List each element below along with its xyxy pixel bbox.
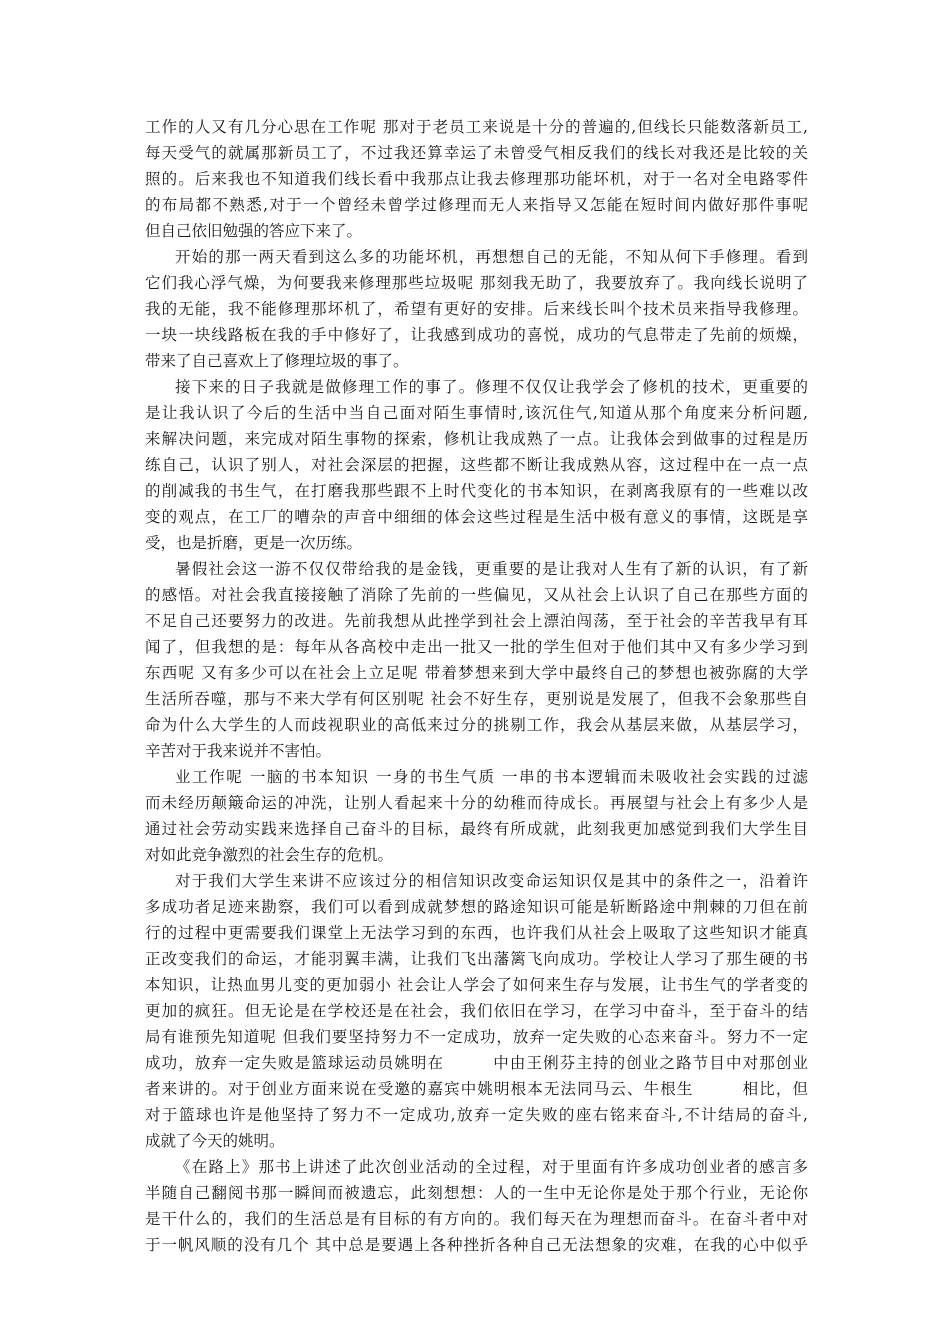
text-line: [145, 1050, 808, 1076]
text-line: 的削减我的书生气，在打磨我那些跟不上时代变化的书本知识，在剥离我原有的一些难以改: [145, 482, 808, 500]
paragraph-first-line: 开始的那一两天看到这么多的功能坏机，再想想自己的无能，不知从何下手修理。看到: [175, 248, 808, 266]
paragraph-first-line: 《在路上》那书上讲述了此次创业活动的全过程，对于里面有许多成功创业者的感言多: [175, 1158, 808, 1176]
text-line: 带来了自己喜欢上了修理垃圾的事了。: [145, 352, 409, 370]
text-line: 而未经历颠簸命运的冲洗，让别人看起来十分的幼稚而待成长。再展望与社会上有多少人是: [145, 794, 808, 812]
text-line: 半随自己翻阅书那一瞬间而被遗忘，此刻想想：人的一生中无论你是处于那个行业，无论你: [145, 1184, 808, 1202]
text-line: 工作的人又有几分心思在工作呢 那对于老员工来说是十分的普遍的,但线长只能数落新员工,: [145, 118, 808, 136]
text-segment: 者来讲的。对于创业方面来说在受邀的嘉宾中姚明根本无法同马云、牛根生: [145, 1080, 694, 1098]
text-line: 东西呢 又有多少可以在社会上立足呢 带着梦想来到大学中最终自己的梦想也被弥腐的大学: [145, 664, 808, 682]
paragraph-first-line: 对于我们大学生来讲不应该过分的相信知识改变命运知识仅是其中的条件之一，沿着许: [175, 872, 808, 890]
text-line: 成就了今天的姚明。: [145, 1132, 285, 1150]
text-line: 局有谁预先知道呢 但我们要坚持努力不一定成功，放弃一定失败的心态来奋斗。努力不一定: [145, 1028, 808, 1046]
text-line: 于一帆风顺的没有几个 其中总是要遇上各种挫折各种自己无法想象的灾难，在我的心中似乎: [145, 1236, 808, 1254]
text-line: 行的过程中更需要我们课堂上无法学习到的东西，也许我们从社会上吸取了这些知识才能真: [145, 924, 808, 942]
text-line: 正改变我们的命运，才能羽翼丰满，让我们飞出藩篱飞向成功。学校让人学习了那生硬的书: [145, 950, 808, 968]
text-line: 不足自己还要努力的改进。先前我想从此挫学到社会上漂泊闯荡，至于社会的辛苦我早有耳: [145, 612, 808, 630]
text-line: 照的。后来我也不知道我们线长看中我那点让我去修理那功能坏机，对于一名对全电路零件: [145, 170, 808, 188]
text-line: 生活所吞噬，那与不来大学有何区别呢 社会不好生存，更别说是发展了，但我不会象那些自: [145, 690, 808, 708]
text-line: 我的无能，我不能修理那坏机了，希望有更好的安排。后来线长叫个技术员来指导我修理。: [145, 300, 808, 318]
text-line: 是让我认识了今后的生活中当自己面对陌生事情时,该沉住气,知道从那个角度来分析问题,: [145, 404, 808, 422]
paragraph-first-line: 暑假社会这一游不仅仅带给我的是金钱，更重要的是让我对人生有了新的认识，有了新: [175, 560, 808, 578]
text-line: 来解决问题，来完成对陌生事物的探索，修机让我成熟了一点。让我体会到做事的过程是历: [145, 430, 808, 448]
text-line: 练自己，认识了别人，对社会深层的把握，这些都不断让我成熟从容，这过程中在一点一点: [145, 456, 808, 474]
text-line: 的布局都不熟悉,对于一个曾经未曾学过修理而无人来指导又怎能在短时间内做好那件事呢: [145, 196, 808, 214]
text-line: 本知识，让热血男儿变的更加弱小 社会让人学会了如何来生存与发展，让书生气的学者变的: [145, 976, 808, 994]
text-line: 多成功者足迹来勘察，我们可以看到成就梦想的路途知识可能是斩断路途中荆棘的刀但在前: [145, 898, 808, 916]
text-line: 的感悟。对社会我直接接触了消除了先前的一些偏见，又从社会上认识了自己在那些方面的: [145, 586, 808, 604]
text-line: 但自己依旧勉强的答应下来了。: [145, 222, 363, 240]
text-segment: 中由王俐芬主持的创业之路节目中对那创业: [492, 1054, 808, 1072]
text-segment: 相比，但: [741, 1080, 808, 1098]
text-line: 命为什么大学生的人而歧视职业的高低来过分的挑剔工作，我会从基层来做，从基层学习，: [145, 716, 808, 734]
text-line: 通过社会劳动实践来选择自己奋斗的目标，最终有所成就，此刻我更加感觉到我们大学生目: [145, 820, 808, 838]
text-line: 对于篮球也许是他坚持了努力不一定成功,放弃一定失败的座右铭来奋斗,不计结局的奋斗,: [145, 1106, 808, 1124]
text-line: 对如此竞争激烈的社会生存的危机。: [145, 846, 394, 864]
text-segment: 成功，放弃一定失败是篮球运动员姚明在: [145, 1054, 445, 1072]
text-line: 是干什么的，我们的生活总是有目标的有方向的。我们每天在为理想而奋斗。在奋斗者中对: [145, 1210, 808, 1228]
paragraph-first-line: 业工作呢 一脑的书本知识 一身的书生气质 一串的书本逻辑而未吸收社会实践的过滤: [175, 768, 808, 786]
text-line: 每天受气的就属那新员工了，不过我还算幸运了未曾受气相反我们的线长对我还是比较的关: [145, 144, 808, 162]
paragraph-first-line: 接下来的日子我就是做修理工作的事了。修理不仅仅让我学会了修机的技术，更重要的: [175, 378, 808, 396]
text-line: 它们我心浮气燥，为何要我来修理那些垃圾呢 那刻我无助了，我要放弃了。我向线长说明了: [145, 274, 808, 292]
text-line: [145, 1076, 808, 1102]
text-line: 闻了，但我想的是：每年从各高校中走出一批又一批的学生但对于他们其中又有多少学习到: [145, 638, 808, 656]
text-line: 辛苦对于我来说并不害怕。: [145, 742, 332, 760]
text-line: 一块一块线路板在我的手中修好了，让我感到成功的喜悦，成功的气息带走了先前的烦燥，: [145, 326, 808, 344]
text-line: 变的观点，在工厂的嘈杂的声音中细细的体会这些过程是生活中极有意义的事情，这既是享: [145, 508, 808, 526]
text-line: 受，也是折磨，更是一次历练。: [145, 534, 363, 552]
text-line: 更加的疯狂。但无论是在学校还是在社会，我们依旧在学习，在学习中奋斗，至于奋斗的结: [145, 1002, 808, 1020]
